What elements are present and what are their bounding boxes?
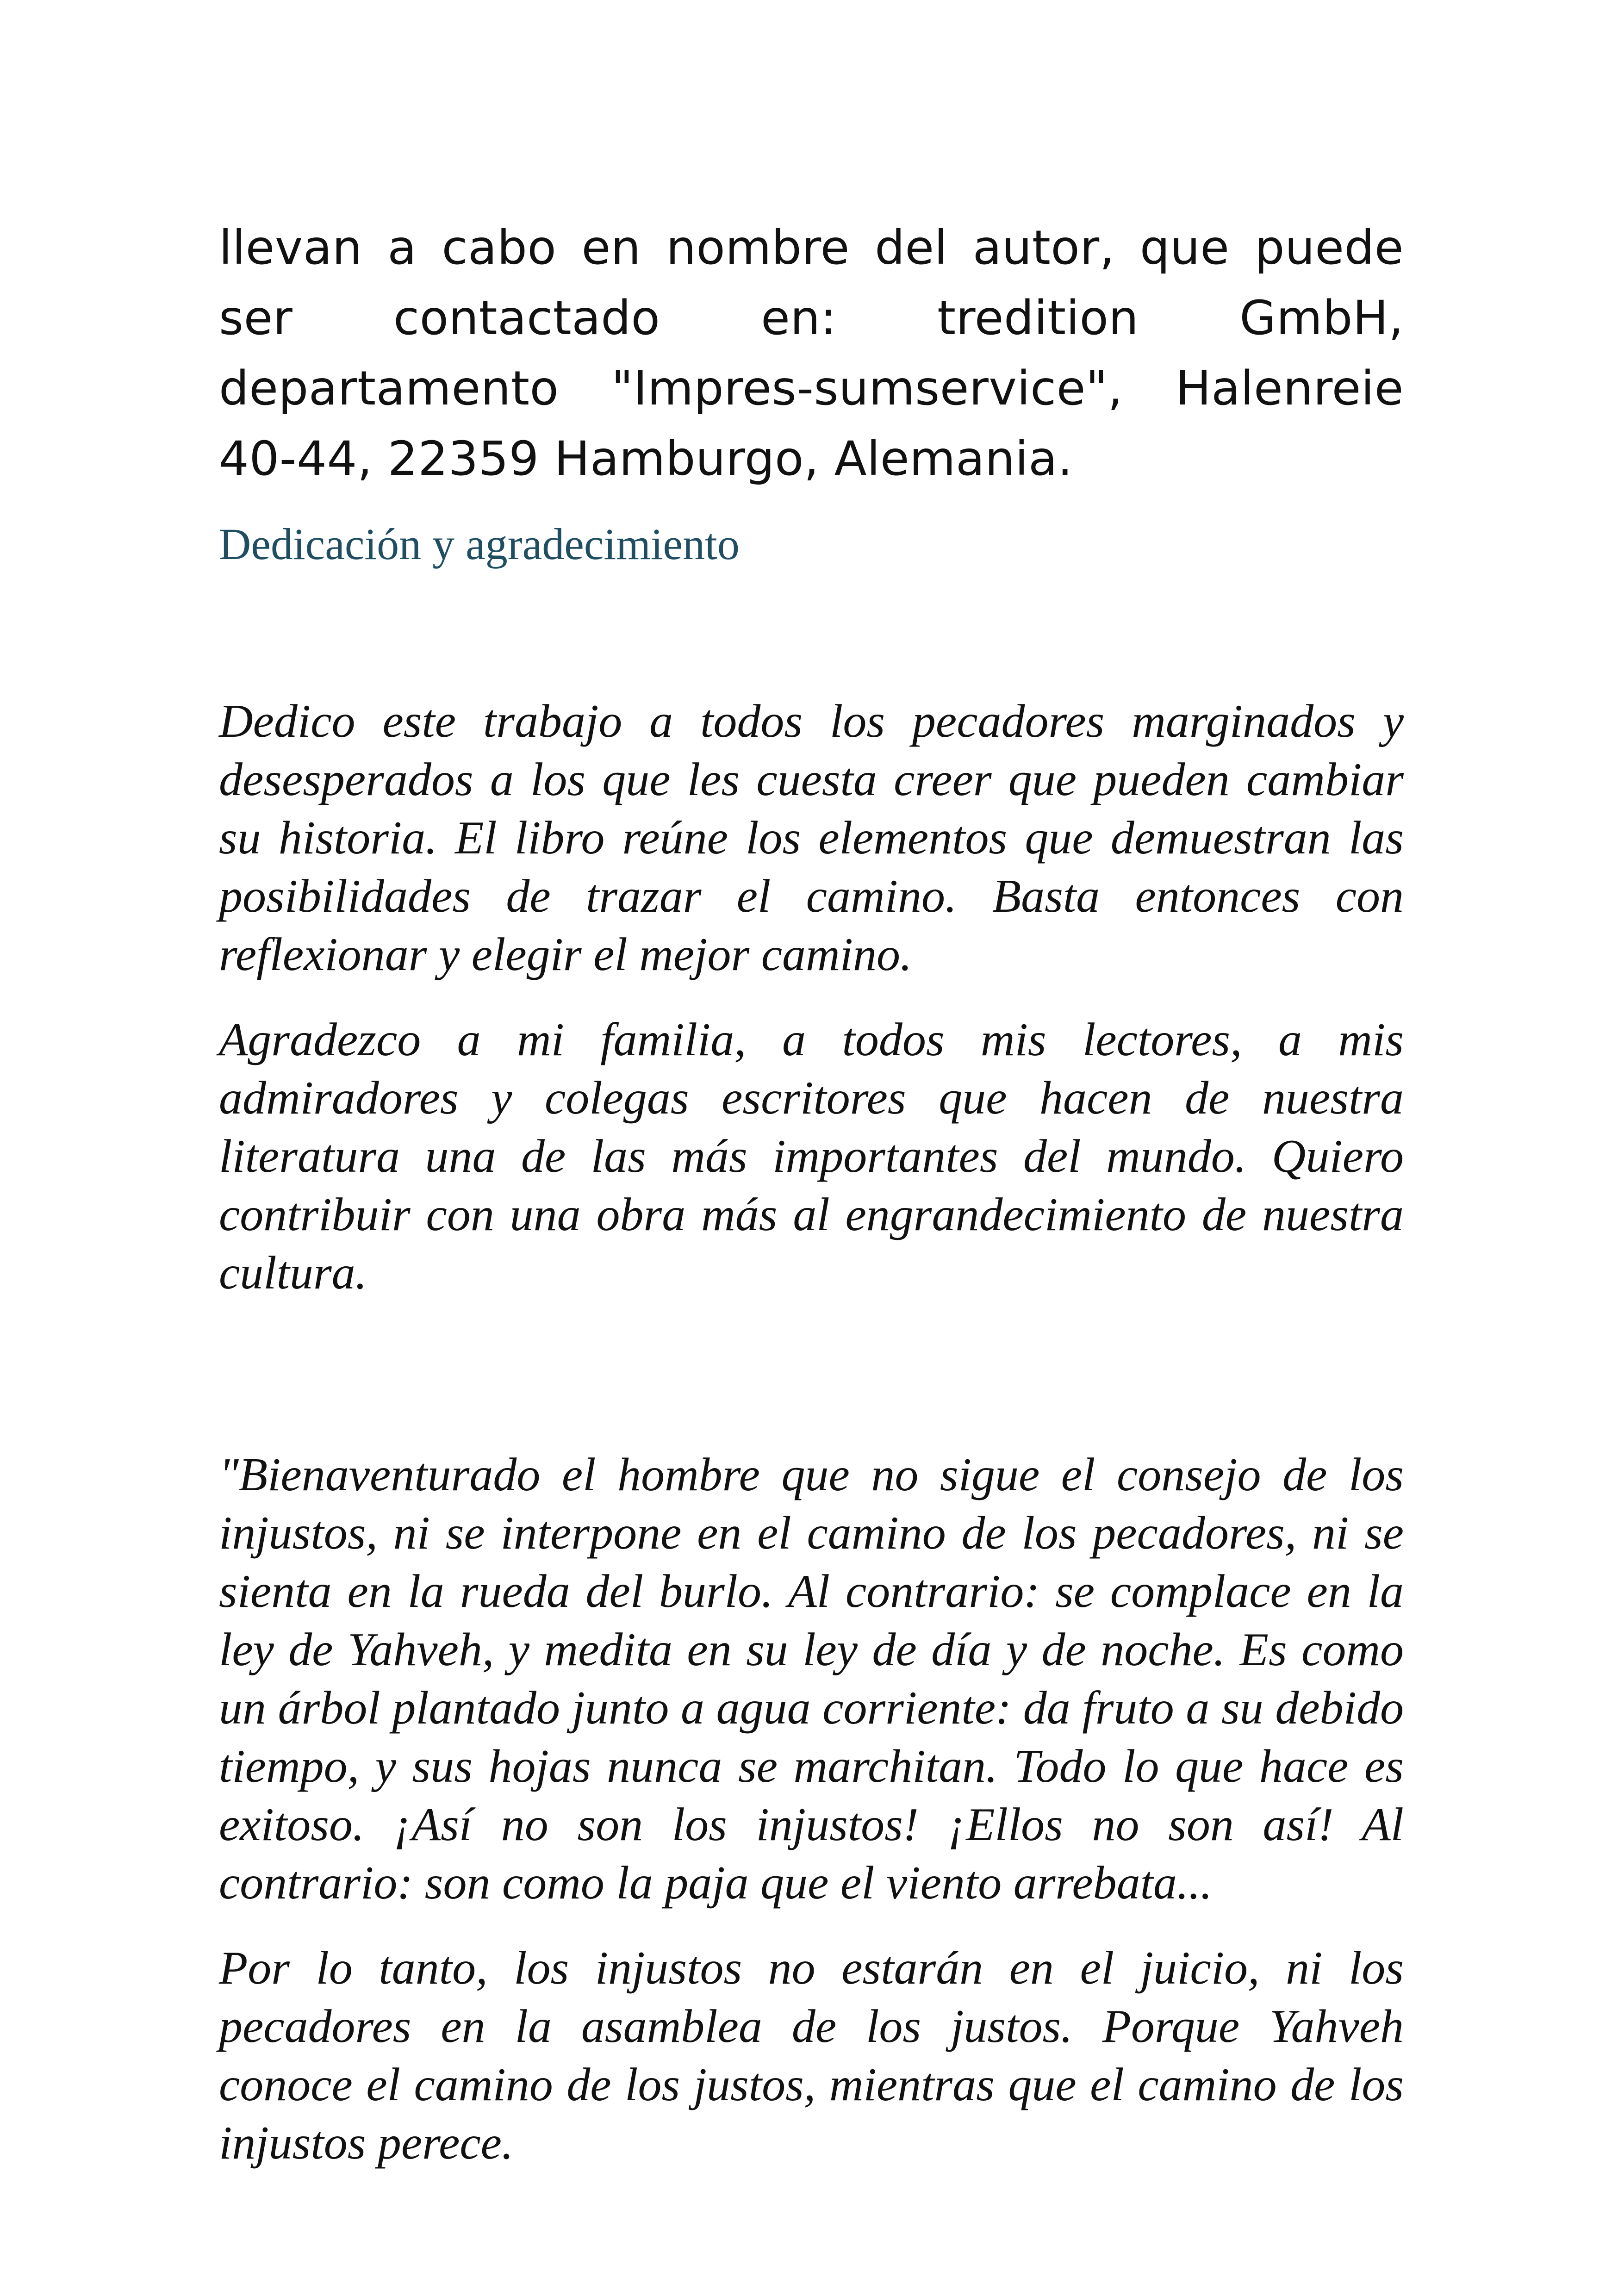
intro-paragraph: llevan a cabo en nombre del autor, que puede ser contactado en: tredition GmbH, departamento "Impres-sumservice", Halenreie 40-44, 22359 Hamburgo, Alemania. [219,220,1404,486]
page-content [219,213,1404,2172]
psalm-quote-paragraph: "Bienaventurado el hombre que no sigue el consejo de los injustos, ni se interpone en el camino de los pecadores, ni se sienta en la rueda del burlo. Al contrario: se complace en la ley de Yahveh, y medita en su ley de día y de noche. Es como un árbol plantado junto a agua corriente: da fruto a su debido tiempo, y sus hojas nunca se marchitan. Todo lo que hace es exitoso. ¡Así no son los injustos! ¡Ellos no son así! Al contrario: son como la paja que el viento arrebata... [219,1449,1404,1909]
psalm-conclusion-paragraph: Por lo tanto, los injustos no estarán en el juicio, ni los pecadores en la asamblea de los justos. Porque Yahveh conoce el camino de los justos, mientras que el camino de los injustos perece. [219,1942,1404,2169]
thanks-paragraph: Agradezco a mi familia, a todos mis lectores, a mis admiradores y colegas escritores que hacen de nuestra literatura una de las más importantes del mundo. Quiero contribuir con una obra más al engrandecimiento de nuestra cultura. [219,1014,1404,1299]
dedication-paragraph: Dedico este trabajo a todos los pecadores marginados y desesperados a los que les cuesta creer que pueden cambiar su historia. El libro reúne los elementos que demuestran las posibilidades de trazar el camino. Basta entonces con reflexionar y elegir el mejor camino. [219,695,1404,981]
section-heading: Dedicación y agradecimiento [219,519,740,569]
